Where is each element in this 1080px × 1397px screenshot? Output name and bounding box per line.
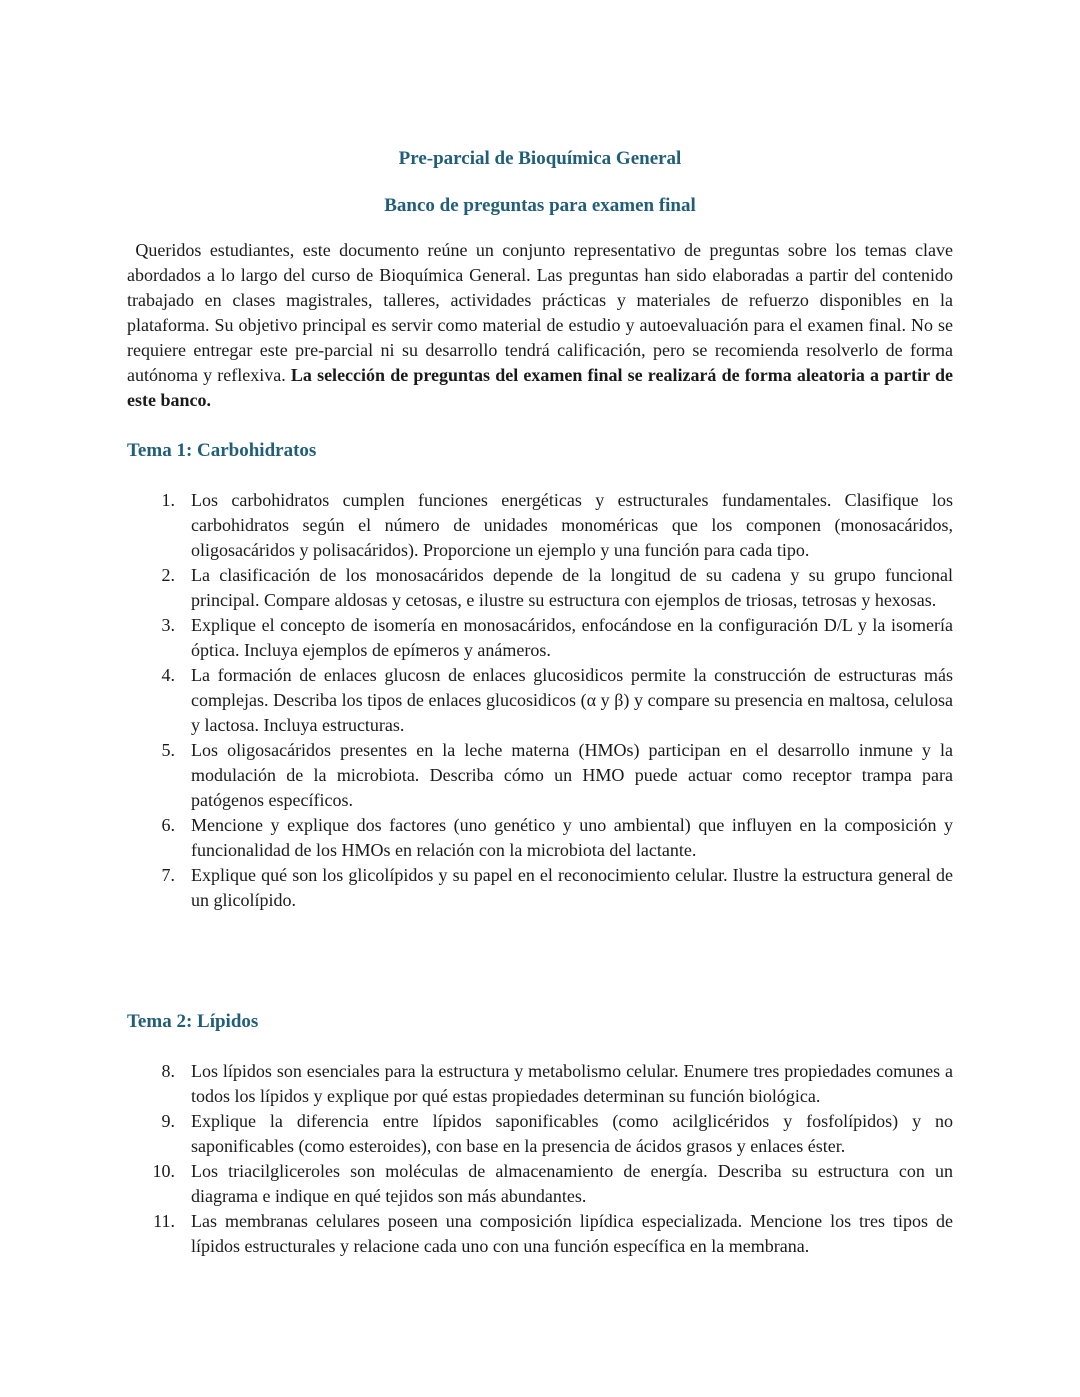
question-item <box>127 738 953 813</box>
question-text: Las membranas celulares poseen una composición lipídica especializada. Mencione los tres tipos de lípidos estructurales y relacione cada uno con una función específica en la membrana. <box>191 1211 953 1256</box>
section-heading-carbohidratos: Tema 1: Carbohidratos <box>127 440 317 461</box>
question-text: La clasificación de los monosacáridos depende de la longitud de su cadena y su grupo funcional principal. Compare aldosas y cetosas, e ilustre su estructura con ejemplos de triosas, tetrosas y hexosas. <box>191 565 953 610</box>
question-text: Explique la diferencia entre lípidos saponificables (como acilglicéridos y fosfolípidos) y no saponificables (como esteroides), con base en la presencia de ácidos grasos y enlaces éster. <box>191 1111 953 1156</box>
intro-paragraph <box>127 238 953 413</box>
question-text: Explique qué son los glicolípidos y su papel en el reconocimiento celular. Ilustre la estructura general de un glicolípido. <box>191 865 953 910</box>
question-number: 9. <box>161 1111 175 1131</box>
question-text: Los triacilgliceroles son moléculas de almacenamiento de energía. Describa su estructura con un diagrama e indique en qué tejidos son más abundantes. <box>191 1161 953 1206</box>
question-list-lipidos <box>127 1059 953 1259</box>
question-number: 2. <box>161 565 175 585</box>
question-item <box>127 663 953 738</box>
question-number: 10. <box>152 1161 175 1181</box>
question-text: Los oligosacáridos presentes en la leche materna (HMOs) participan en el desarrollo inmune y la modulación de la microbiota. Describa cómo un HMO puede actuar como receptor trampa para patógenos específicos. <box>191 740 953 810</box>
question-item <box>127 1159 953 1209</box>
question-number: 6. <box>161 815 175 835</box>
question-item <box>127 563 953 613</box>
question-text: Los lípidos son esenciales para la estructura y metabolismo celular. Enumere tres propiedades comunes a todos los lípidos y explique por qué estas propiedades determinan su función biológica. <box>191 1061 953 1106</box>
question-text: Los carbohidratos cumplen funciones energéticas y estructurales fundamentales. Clasifique los carbohidratos según el número de unidades monoméricas que los componen (monosacáridos, oligosacáridos y polisacáridos). Proporcione un ejemplo y una función para cada tipo. <box>191 490 953 560</box>
question-text: Explique el concepto de isomería en monosacáridos, enfocándose en la configuración D/L y la isomería óptica. Incluya ejemplos de epímeros y anámeros. <box>191 615 953 660</box>
intro-bold-text: La selección de preguntas del examen final se realizará de forma aleatoria a partir de este banco. <box>127 365 953 410</box>
question-text: Mencione y explique dos factores (uno genético y uno ambiental) que influyen en la composición y funcionalidad de los HMOs en relación con la microbiota del lactante. <box>191 815 953 860</box>
question-item <box>127 863 953 913</box>
question-text: La formación de enlaces glucosn de enlaces glucosidicos permite la construcción de estructuras más complejas. Describa los tipos de enlaces glucosidicos (α y β) y compare su presencia en maltosa, celulosa y lactosa. Incluya estructuras. <box>191 665 953 735</box>
question-number: 5. <box>161 740 175 760</box>
question-item <box>127 1209 953 1259</box>
question-item <box>127 1109 953 1159</box>
section-heading-lipidos: Tema 2: Lípidos <box>127 1011 259 1032</box>
question-number: 3. <box>161 615 175 635</box>
document-subtitle: Banco de preguntas para examen final <box>384 195 696 216</box>
question-number: 4. <box>161 665 175 685</box>
question-number: 11. <box>153 1211 175 1231</box>
intro-text: Queridos estudiantes, este documento reúne un conjunto representativo de preguntas sobre los temas clave abordados a lo largo del curso de Bioquímica General. Las preguntas han sido elaboradas a partir del contenido trabajado en clases magistrales, talleres, actividades prácticas y materiales de refuerzo disponibles en la plataforma. Su objetivo principal es servir como material de estudio y autoevaluación para el examen final. No se requiere entregar este pre-parcial ni su desarrollo tendrá calificación, pero se recomienda resolverlo de forma autónoma y reflexiva. <box>127 240 953 385</box>
question-item <box>127 1059 953 1109</box>
document-title: Pre-parcial de Bioquímica General <box>398 148 682 169</box>
question-number: 7. <box>161 865 175 885</box>
question-number: 8. <box>161 1061 175 1081</box>
question-list-carbohidratos <box>127 488 953 913</box>
question-item <box>127 813 953 863</box>
question-item <box>127 613 953 663</box>
question-number: 1. <box>161 490 175 510</box>
question-item <box>127 488 953 563</box>
